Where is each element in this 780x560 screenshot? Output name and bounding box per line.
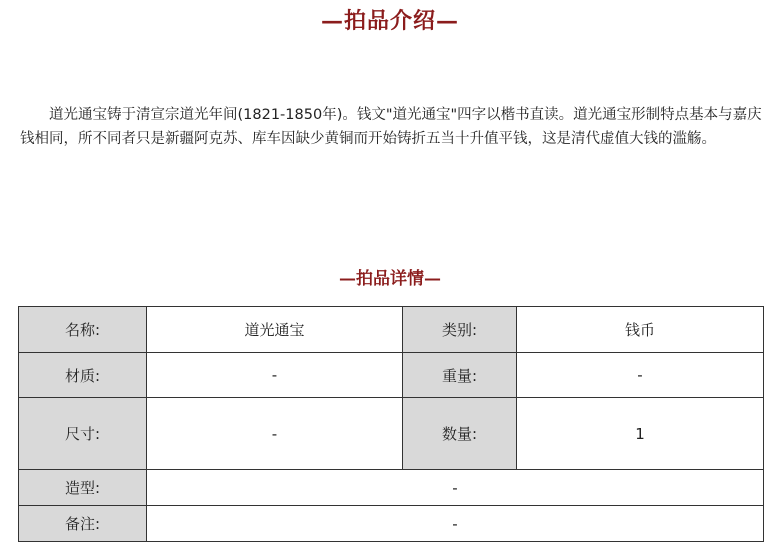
detail-table [18,306,764,542]
table-row [19,398,764,470]
intro-paragraph: 道光通宝铸于清宣宗道光年间(1821-1850年)。钱文"道光通宝"四字以楷书直读。道光通宝形制特点基本与嘉庆钱相同，所不同者只是新疆阿克苏、库车因缺少黄铜而开始铸折五当十升值平钱，这是清代虚值大钱的滥觞。 [20,107,762,147]
table-row [19,307,764,353]
name-label: 名称: [19,307,147,353]
size-value: - [147,398,403,470]
category-value: 钱币 [517,307,764,353]
size-label: 尺寸: [19,398,147,470]
detail-section-title: —拍品详情— [339,269,441,289]
shape-value: - [147,470,764,506]
quantity-value: 1 [517,398,764,470]
remark-value: - [147,506,764,542]
name-value: 道光通宝 [147,307,403,353]
table-row [19,506,764,542]
material-label: 材质: [19,353,147,398]
category-label: 类别: [403,307,517,353]
material-value: - [147,353,403,398]
weight-label: 重量: [403,353,517,398]
remark-label: 备注: [19,506,147,542]
intro-section-title: —拍品介绍— [320,8,459,34]
weight-value: - [517,353,764,398]
table-row [19,353,764,398]
shape-label: 造型: [19,470,147,506]
table-row [19,470,764,506]
quantity-label: 数量: [403,398,517,470]
